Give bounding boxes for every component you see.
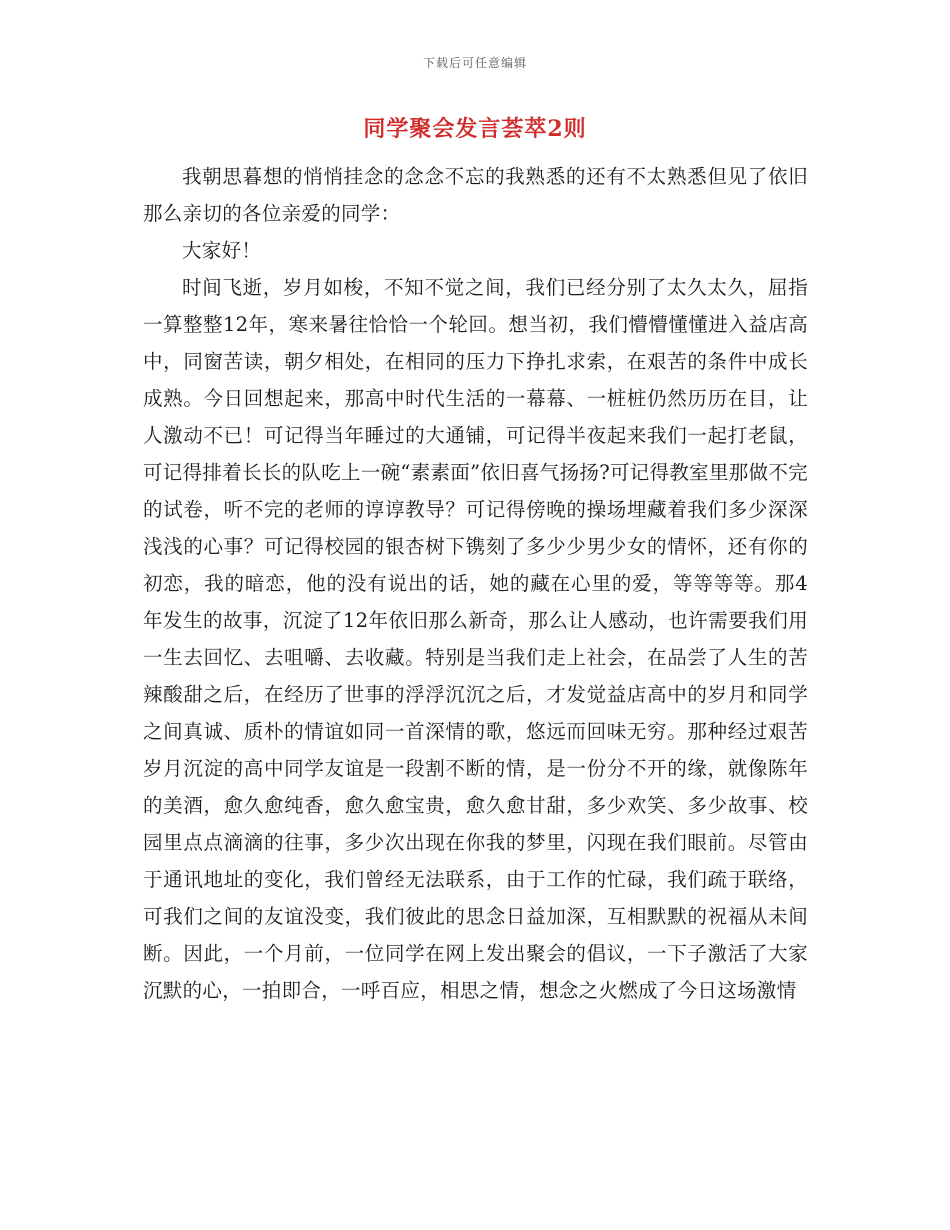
document-body	[143, 158, 808, 1009]
page-header-note: 下载后可任意编辑	[422, 56, 527, 70]
paragraph-hello: 大家好！	[182, 239, 262, 262]
paragraph-greeting: 我朝思暮想的悄悄挂念的念念不忘的我熟悉的还有不太熟悉但见了依旧那么亲切的各位亲爱的同学：	[143, 165, 808, 225]
document-title: 同学聚会发言荟萃2则	[363, 116, 587, 142]
paragraph-main: 时间飞逝，岁月如梭，不知不觉之间，我们已经分别了太久太久，屈指一算整整12年，寒来暑往恰恰一个轮回。想当初，我们懵懵懂懂进入益店高中，同窗苦读，朝夕相处，在相同的压力下挣扎求索，在艰苦的条件中成长成熟。今日回想起来，那高中时代生活的一幕幕、一桩桩仍然历历在目，让人激动不已！可记得当年睡过的大通铺，可记得半夜起来我们一起打老鼠，可记得排着长长的队吃上一碗“素素面”依旧喜气扬扬?可记得教室里那做不完的试卷，听不完的老师的谆谆教导？可记得傍晚的操场埋藏着我们多少深深浅浅的心事？可记得校园的银杏树下镌刻了多少少男少女的情怀，还有你的初恋，我的暗恋，他的没有说出的话，她的藏在心里的爱，等等等等。那4年发生的故事，沉淀了12年依旧那么新奇，那么让人感动，也许需要我们用一生去回忆、去咀嚼、去收藏。特别是当我们走上社会，在品尝了人生的苦辣酸甜之后，在经历了世事的浮浮沉沉之后，才发觉益店高中的岁月和同学之间真诚、质朴的情谊如同一首深情的歌，悠远而回味无穷。那种经过艰苦岁月沉淀的高中同学友谊是一段割不断的情，是一份分不开的缘，就像陈年的美酒，愈久愈纯香，愈久愈宝贵，愈久愈甘甜，多少欢笑、多少故事、校园里点点滴滴的往事，多少次出现在你我的梦里，闪现在我们眼前。尽管由于通讯地址的变化，我们曾经无法联系，由于工作的忙碌，我们疏于联络，可我们之间的友谊没变，我们彼此的思念日益加深，互相默默的祝福从未间断。因此，一个月前，一位同学在网上发出聚会的倡议，一下子激活了大家沉默的心，一拍即合，一呼百应，相思之情，想念之火燃成了今日这场激情	[143, 276, 808, 1002]
